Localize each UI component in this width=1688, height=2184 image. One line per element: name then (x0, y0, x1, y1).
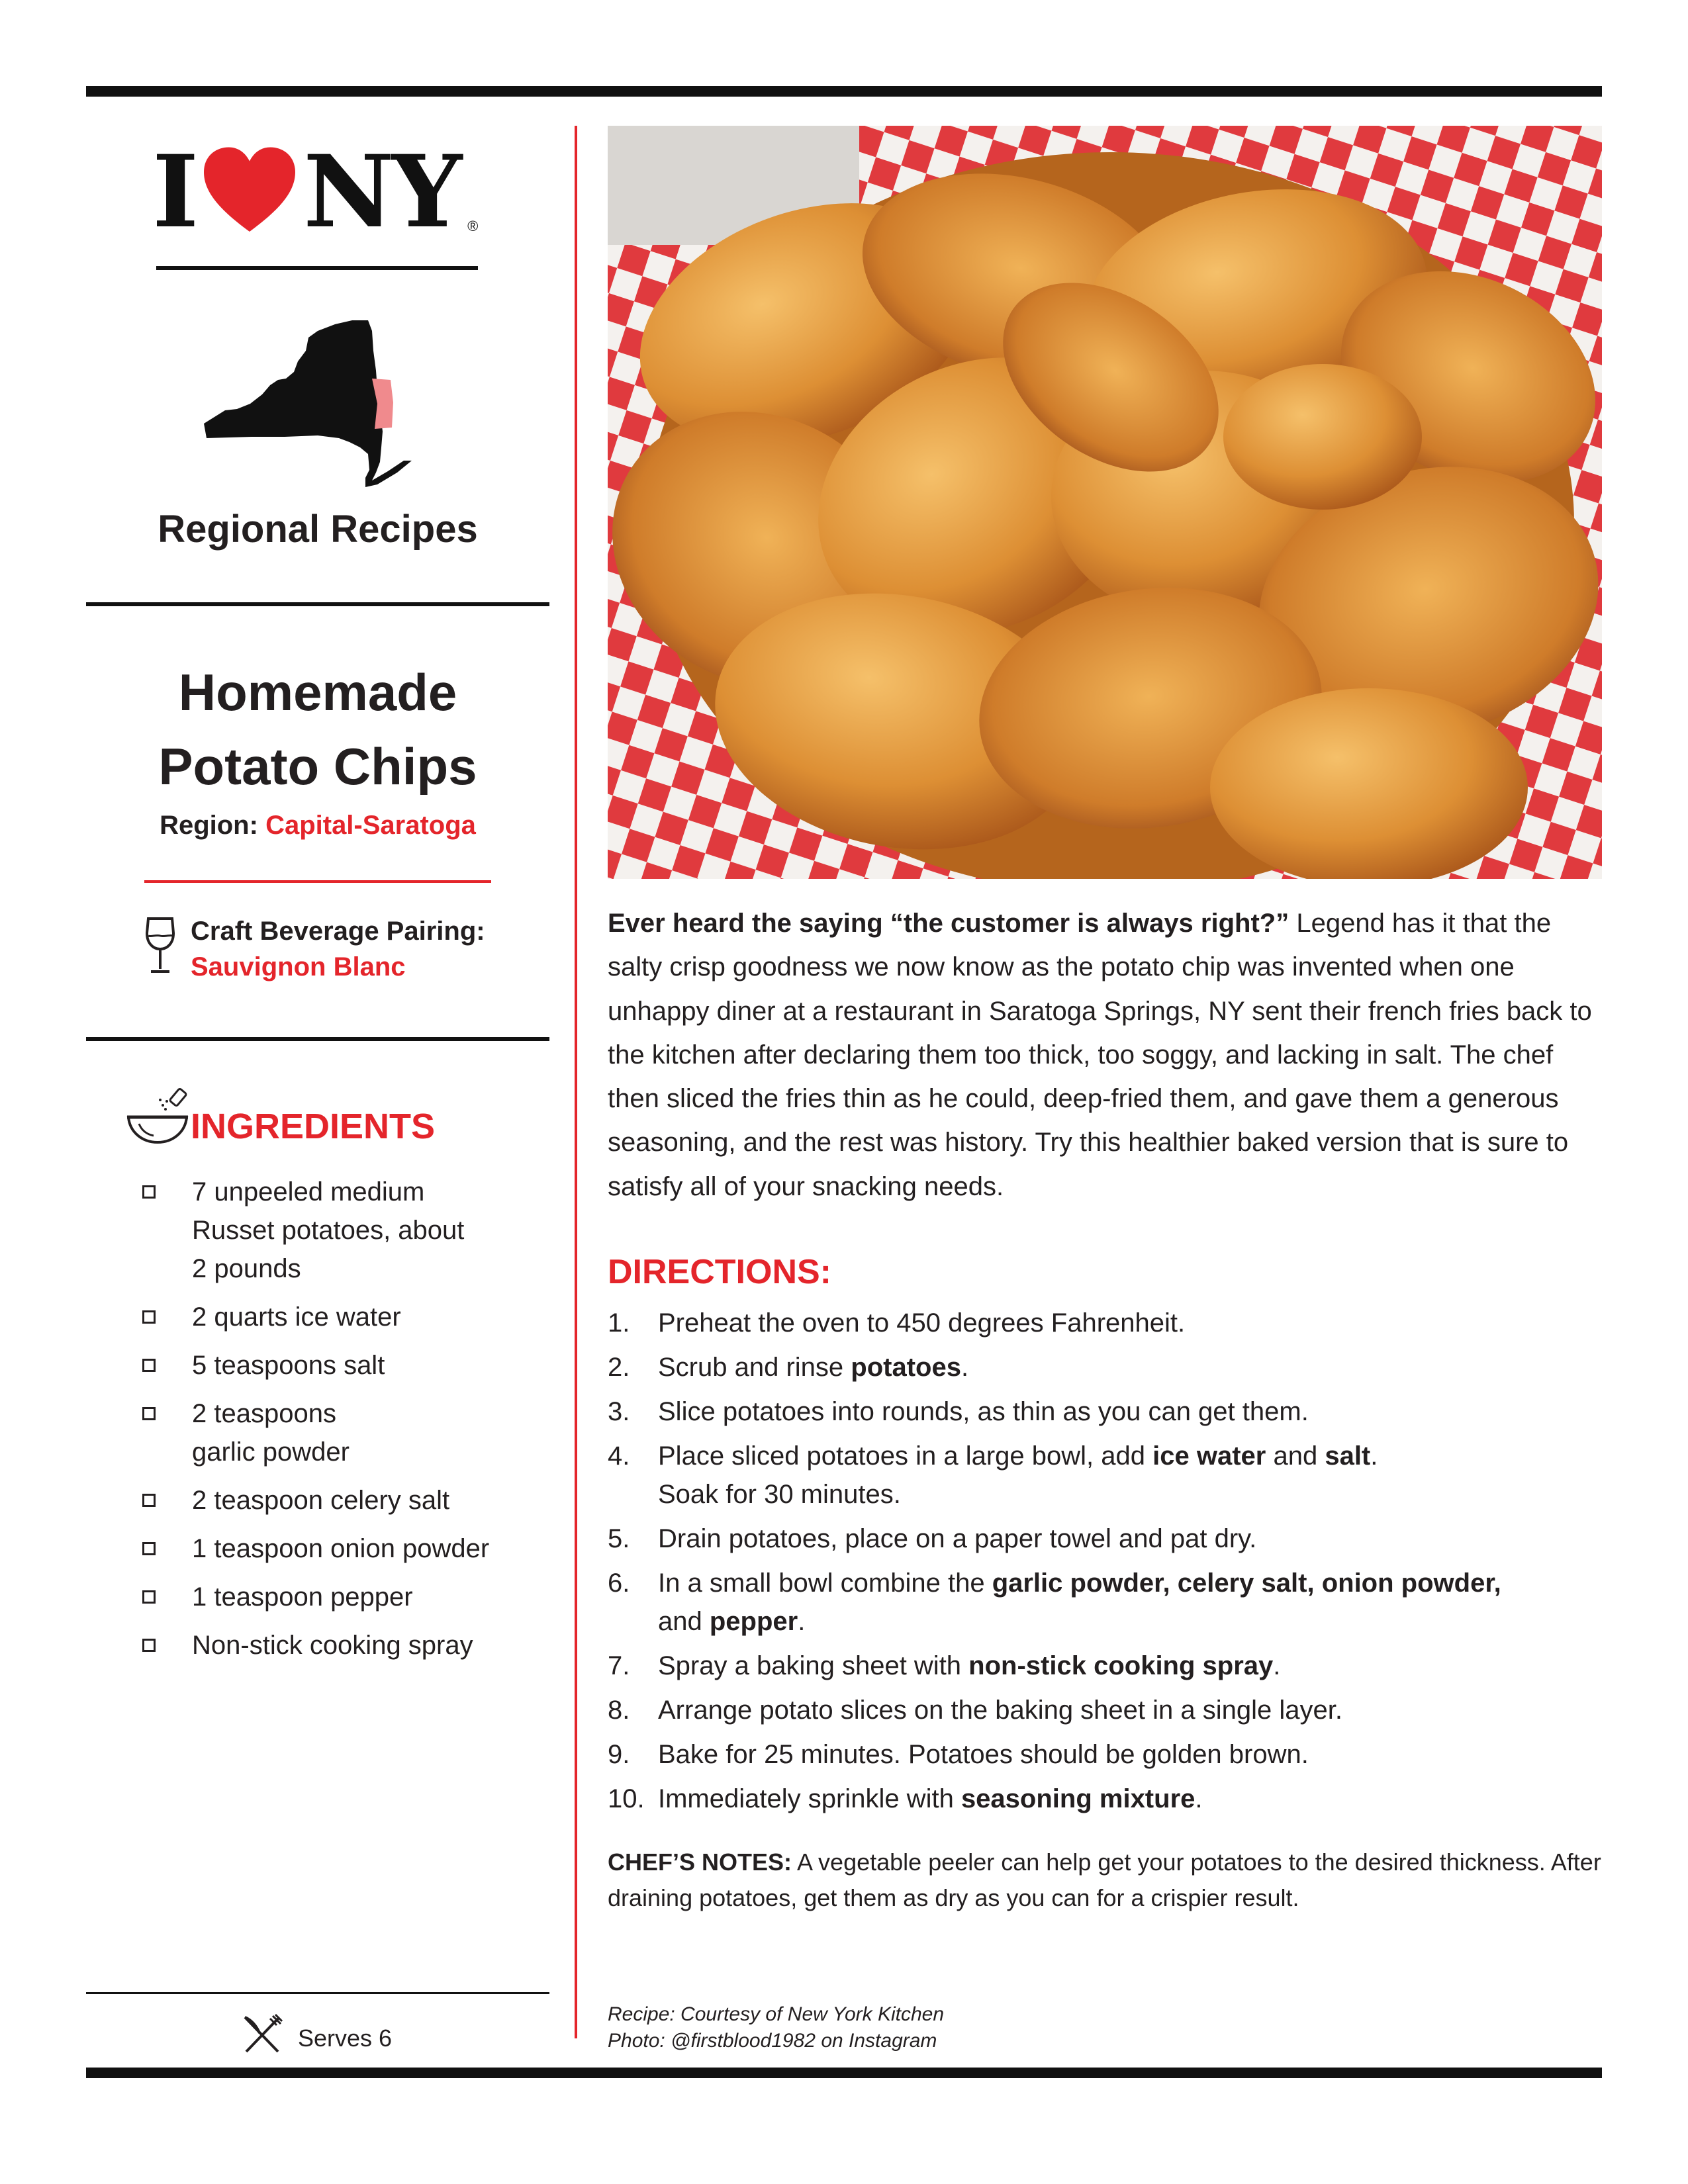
ingredient-item (142, 1626, 553, 1664)
step-number: 8. (608, 1696, 630, 1725)
region-label: Region: (160, 811, 258, 840)
step-bold: salt (1325, 1441, 1371, 1471)
step-number: 10. (608, 1784, 645, 1813)
step-text: Slice potatoes into rounds, as thin as you can get them. (658, 1397, 1309, 1426)
ingredient-text: 2 teaspoons (192, 1399, 336, 1428)
step-number: 5. (608, 1524, 630, 1553)
ingredient-item (142, 1394, 553, 1471)
recipe-credit: Recipe: Courtesy of New York Kitchen (608, 2003, 945, 2025)
footer-rule (86, 1992, 549, 1994)
direction-step (608, 1348, 1602, 1387)
beverage-pairing (191, 913, 535, 985)
step-number: 6. (608, 1569, 630, 1598)
divider-rule (86, 1037, 549, 1041)
ingredient-text: Non-stick cooking spray (192, 1631, 473, 1660)
mixing-bowl-icon (124, 1083, 191, 1146)
checkbox[interactable] (142, 1310, 156, 1324)
step-text: and (658, 1607, 710, 1636)
chefs-notes (608, 1844, 1602, 1916)
step-text: . (1370, 1441, 1378, 1471)
new-york-state-map-icon (199, 311, 437, 490)
ingredients-list (142, 1173, 553, 1674)
ingredient-item (142, 1529, 553, 1568)
step-bold: ice water (1152, 1441, 1266, 1471)
recipe-title-line: Homemade (178, 663, 457, 721)
direction-step (608, 1392, 1602, 1431)
i-love-ny-logo (152, 134, 479, 250)
ingredient-item (142, 1298, 553, 1336)
logo-i: I (152, 134, 197, 250)
step-text: . (1273, 1651, 1281, 1680)
photo-credit: Photo: @firstblood1982 on Instagram (608, 2030, 937, 2052)
checkbox[interactable] (142, 1407, 156, 1420)
intro-lead: Ever heard the saying “the customer is always right?” (608, 909, 1289, 938)
step-bold: pepper (709, 1607, 798, 1636)
step-bold: garlic powder, celery salt, onion powder, (992, 1569, 1501, 1598)
ingredient-item (142, 1173, 553, 1288)
direction-step (608, 1564, 1602, 1641)
servings: Serves 6 (298, 2025, 393, 2052)
ingredients-heading: INGREDIENTS (191, 1107, 436, 1146)
ingredient-text: 1 teaspoon onion powder (192, 1534, 490, 1563)
step-text: Place sliced potatoes in a large bowl, add (658, 1441, 1153, 1471)
column-divider (575, 126, 577, 2038)
step-text: Preheat the oven to 450 degrees Fahrenheit. (658, 1308, 1186, 1338)
direction-step (608, 1647, 1602, 1685)
checkbox[interactable] (142, 1185, 156, 1199)
step-number: 1. (608, 1308, 630, 1338)
ingredient-text: 2 quarts ice water (192, 1302, 401, 1332)
intro-paragraph (608, 901, 1602, 1208)
intro-body: Legend has it that the salty crisp goodness we now know as the potato chip was invented when one unhappy diner at a restaurant in Saratoga Springs, NY sent their french fries back to the kitchen after declaring them too thick, too soggy, and lacking in salt. The chef then sliced the fries thin as he could, deep-fried them, and gave them a generous seasoning, and the rest was history. Try this healthier baked version that is sure to satisfy all of your snacking needs. (608, 909, 1592, 1201)
step-text: and (1266, 1441, 1325, 1471)
checkbox[interactable] (142, 1494, 156, 1507)
chefs-notes-label: CHEF’S NOTES: (608, 1848, 792, 1876)
step-number: 9. (608, 1740, 630, 1769)
step-text: Soak for 30 minutes. (658, 1480, 901, 1509)
step-text: . (961, 1353, 969, 1382)
divider-rule (86, 602, 549, 606)
direction-step (608, 1437, 1602, 1514)
ingredient-text: 7 unpeeled medium (192, 1177, 425, 1206)
checkbox[interactable] (142, 1590, 156, 1604)
step-bold: seasoning mixture (961, 1784, 1196, 1813)
step-text: Immediately sprinkle with (658, 1784, 961, 1813)
logo-ny: NY (303, 134, 460, 250)
pairing-label: Craft Beverage Pairing: (191, 917, 485, 946)
step-number: 3. (608, 1397, 630, 1426)
step-text: Spray a baking sheet with (658, 1651, 969, 1680)
credits (608, 2001, 944, 2054)
step-text: Drain potatoes, place on a paper towel and pat dry. (658, 1524, 1257, 1553)
section-label: Regional Recipes (158, 508, 478, 551)
step-bold: potatoes (851, 1353, 961, 1382)
region-line (86, 809, 549, 842)
fork-knife-icon (240, 2013, 283, 2057)
ingredient-item (142, 1578, 553, 1616)
step-text: . (1195, 1784, 1203, 1813)
recipe-title (86, 655, 549, 803)
direction-step (608, 1304, 1602, 1342)
directions-list (608, 1304, 1602, 1824)
heart-icon (200, 142, 299, 242)
ingredient-item (142, 1346, 553, 1385)
ingredient-text: 1 teaspoon pepper (192, 1582, 413, 1612)
chefs-notes-text: A vegetable peeler can help get your potatoes to the desired thickness. After draining potatoes, get them as dry as you can for a crispier result. (608, 1848, 1601, 1911)
checkbox[interactable] (142, 1542, 156, 1555)
checkbox[interactable] (142, 1359, 156, 1372)
step-bold: non-stick cooking spray (968, 1651, 1274, 1680)
step-number: 7. (608, 1651, 630, 1680)
logo-underline (156, 266, 478, 270)
directions-heading: DIRECTIONS: (608, 1253, 831, 1291)
step-text: Scrub and rinse (658, 1353, 851, 1382)
ingredient-item (142, 1481, 553, 1520)
ingredient-text: 5 teaspoons salt (192, 1351, 385, 1380)
step-text: In a small bowl combine the (658, 1569, 992, 1598)
direction-step (608, 1520, 1602, 1558)
ingredient-text: garlic powder (192, 1437, 350, 1467)
pairing-value: Sauvignon Blanc (191, 952, 406, 981)
wine-glass-icon (143, 916, 177, 976)
ingredient-text: Russet potatoes, about (192, 1216, 465, 1245)
step-number: 4. (608, 1441, 630, 1471)
recipe-title-line: Potato Chips (158, 737, 477, 796)
trademark-symbol: ® (467, 218, 479, 234)
top-rule (86, 86, 1602, 97)
ingredient-text: 2 pounds (192, 1254, 301, 1283)
ingredient-text: 2 teaspoon celery salt (192, 1486, 450, 1515)
checkbox[interactable] (142, 1639, 156, 1652)
step-text: Bake for 25 minutes. Potatoes should be golden brown. (658, 1740, 1309, 1769)
bottom-rule (86, 2068, 1602, 2078)
potato-chips-photo (608, 126, 1602, 879)
direction-step (608, 1691, 1602, 1729)
red-divider (144, 880, 491, 883)
direction-step (608, 1735, 1602, 1774)
step-number: 2. (608, 1353, 630, 1382)
step-text: . (798, 1607, 806, 1636)
step-text: Arrange potato slices on the baking sheet in a single layer. (658, 1696, 1342, 1725)
direction-step (608, 1780, 1602, 1818)
region-value: Capital-Saratoga (265, 811, 476, 840)
